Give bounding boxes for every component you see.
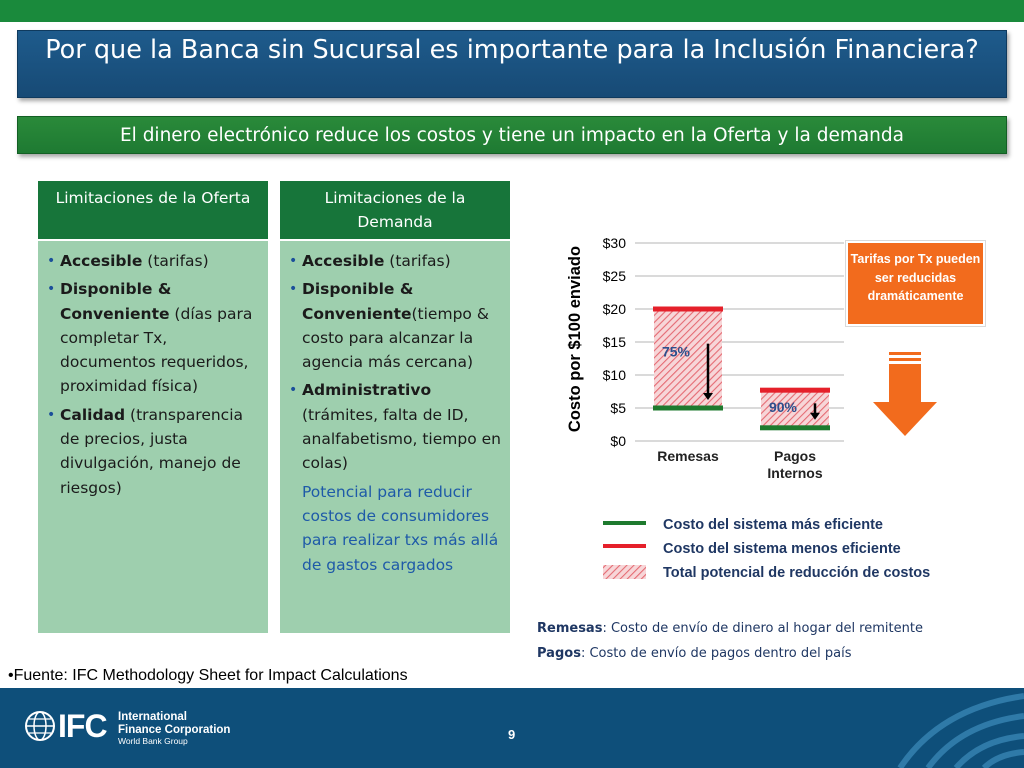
slide-subtitle: El dinero electrónico reduce los costos y tiene un impacto en la Oferta y la demanda <box>17 116 1007 154</box>
demand-highlight-text: Potencial para reducir costos de consumidores para realizar txs más allá de gastos cargados <box>302 482 499 574</box>
reduction-percent-label: 75% <box>661 343 691 360</box>
y-axis-label: Costo por $100 enviado <box>566 245 584 433</box>
top-band <box>0 0 1024 22</box>
y-tick-label: $25 <box>602 268 626 284</box>
category-label: Pagos <box>773 448 817 464</box>
legend-swatch-hatched <box>603 560 647 584</box>
reduction-percent-label: 90% <box>768 398 798 415</box>
demand-panel-heading: Limitaciones de la Demanda <box>280 181 510 241</box>
demand-limitations-list <box>289 249 504 476</box>
ifc-logo: IFC <box>58 708 107 744</box>
list-item: • Disponible & Conveniente (días para completar Tx, documentos requeridos, proximidad física) <box>47 277 262 398</box>
inefficient-cost-line <box>760 388 830 393</box>
efficient-cost-line <box>760 425 830 430</box>
down-arrow-icon <box>868 352 938 438</box>
y-tick-label: $5 <box>610 400 626 416</box>
category-label: Internos <box>767 465 823 481</box>
y-tick-label: $30 <box>602 235 626 251</box>
offer-limitations-list <box>47 249 262 500</box>
offer-panel-heading: Limitaciones de la Oferta <box>38 181 268 241</box>
page-number: 9 <box>508 727 516 742</box>
y-tick-label: $20 <box>602 301 626 317</box>
list-item: • Disponible & Conveniente(tiempo & costo para alcanzar la agencia más cercana) <box>289 277 504 374</box>
inefficient-cost-line <box>653 307 723 312</box>
pagos-note: Pagos: Costo de envío de pagos dentro del país <box>537 646 852 661</box>
source-note: •Fuente: IFC Methodology Sheet for Impact Calculations <box>8 667 408 684</box>
legend-swatch-red <box>603 536 647 560</box>
cost-reduction-chart <box>560 225 850 487</box>
callout-box: Tarifas por Tx pueden ser reducidas dramáticamente <box>846 241 985 326</box>
remesas-note: Remesas: Costo de envío de dinero al hogar del remitente <box>537 621 923 636</box>
y-tick-label: $10 <box>602 367 626 383</box>
efficient-cost-line <box>653 406 723 411</box>
category-label: Remesas <box>657 448 719 464</box>
demand-limitations-panel <box>280 181 510 633</box>
list-item: • Accesible (tarifas) <box>289 249 504 273</box>
list-item: • Calidad (transparencia de precios, justa divulgación, manejo de riesgos) <box>47 403 262 500</box>
legend-swatch-green <box>603 512 647 536</box>
slide-title: Por que la Banca sin Sucursal es importante para la Inclusión Financiera? <box>17 30 1007 98</box>
y-tick-label: $0 <box>610 433 626 449</box>
globe-icon <box>24 710 56 742</box>
offer-limitations-panel <box>38 181 268 633</box>
decorative-swirl-icon <box>880 688 1024 768</box>
organization-name: International Finance Corporation World Bank Group <box>118 711 231 746</box>
y-tick-label: $15 <box>602 334 626 350</box>
list-item: • Accesible (tarifas) <box>47 249 262 273</box>
list-item: • Administrativo (trámites, falta de ID, analfabetismo, tiempo en colas) <box>289 378 504 475</box>
